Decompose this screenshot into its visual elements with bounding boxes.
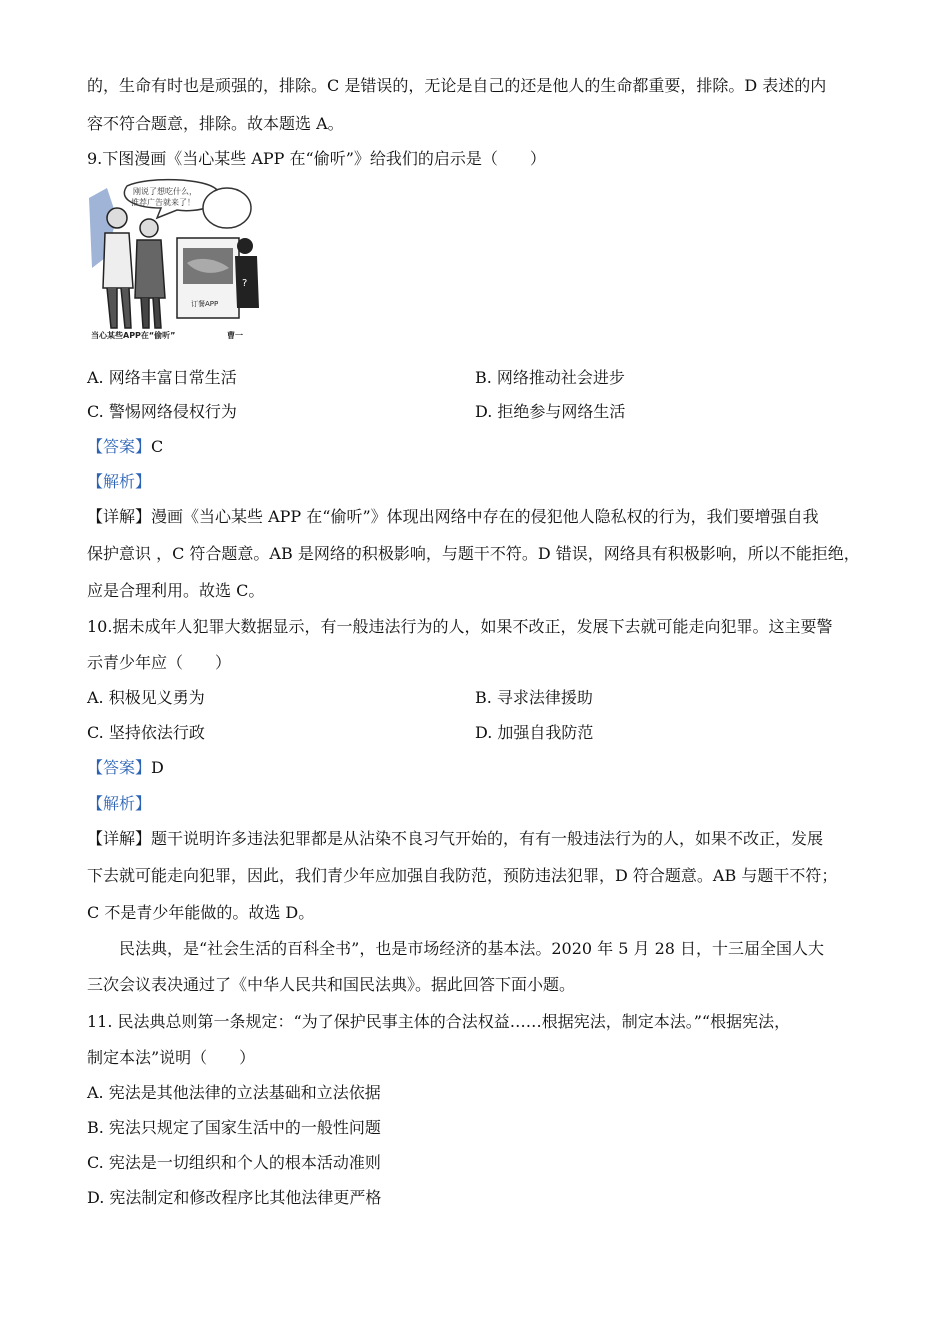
analysis-label: 【解析】 bbox=[87, 472, 152, 491]
text-line: 制定本法”说明（ ） bbox=[87, 1048, 256, 1067]
option-b: B. 网络推动社会进步 bbox=[475, 368, 625, 387]
text-line: 三次会议表决通过了《中华人民共和国民法典》。据此回答下面小题。 bbox=[87, 975, 576, 994]
text-line: 保护意识 ，C 符合题意。AB 是网络的积极影响，与题干不符。D 错误，网络具有积极影响，所以不能拒绝， bbox=[87, 544, 860, 563]
answer-value: D bbox=[151, 758, 164, 777]
analysis-label: 【解析】 bbox=[87, 794, 152, 813]
option-b: B. 寻求法律援助 bbox=[475, 688, 593, 707]
text-line: 下去就可能走向犯罪，因此，我们青少年应加强自我防范，预防违法犯罪，D 符合题意。AB 与题干不符； bbox=[87, 866, 838, 885]
comic-caption: 当心某些APP在“偷听” bbox=[91, 331, 176, 340]
svg-text:?: ? bbox=[242, 278, 248, 289]
option-b: B. 宪法只规定了国家生活中的一般性问题 bbox=[87, 1118, 381, 1137]
answer-label: 【答案】 bbox=[87, 437, 152, 456]
text-line: 的，生命有时也是顽强的，排除。C 是错误的，无论是自己的还是他人的生命都重要，排除。D 表述的内 bbox=[87, 76, 827, 95]
question-10: 10.据未成年人犯罪大数据显示，有一般违法行为的人，如果不改正，发展下去就可能走向犯罪。这主要警 bbox=[87, 617, 833, 636]
detail-label: 【详解】 bbox=[87, 507, 152, 526]
option-c: C. 警惕网络侵权行为 bbox=[87, 402, 237, 421]
option-a: A. 宪法是其他法律的立法基础和立法依据 bbox=[87, 1083, 381, 1102]
answer-value: C bbox=[151, 437, 164, 456]
question-11: 11. 民法典总则第一条规定：“为了保护民事主体的合法权益……根据宪法，制定本法。”“根据宪法， bbox=[87, 1012, 791, 1031]
detail-10 bbox=[87, 828, 823, 850]
comic-author: 曹一 bbox=[227, 331, 243, 340]
option-d: D. 宪法制定和修改程序比其他法律更严格 bbox=[87, 1188, 382, 1207]
answer-9 bbox=[87, 436, 163, 458]
option-d: D. 拒绝参与网络生活 bbox=[475, 402, 626, 421]
detail-text: 漫画《当心某些 APP 在“偷听”》体现出网络中存在的侵犯他人隐私权的行为，我们要增强自我 bbox=[151, 507, 819, 526]
answer-10 bbox=[87, 757, 164, 779]
text-line: 容不符合题意，排除。故本题选 A。 bbox=[87, 114, 344, 133]
comic-illustration bbox=[87, 178, 267, 346]
option-c: C. 坚持依法行政 bbox=[87, 723, 205, 742]
detail-9 bbox=[87, 506, 819, 528]
comic-speech-line2: 推荐广告就来了！ bbox=[131, 198, 195, 207]
option-a: A. 网络丰富日常生活 bbox=[87, 368, 237, 387]
comic-sign: 订餐APP bbox=[191, 300, 219, 308]
detail-text: 题干说明许多违法犯罪都是从沾染不良习气开始的，有有一般违法行为的人，如果不改正，发展 bbox=[151, 829, 824, 848]
option-d: D. 加强自我防范 bbox=[475, 723, 594, 742]
answer-label: 【答案】 bbox=[87, 758, 152, 777]
text-line: C 不是青少年能做的。故选 D。 bbox=[87, 903, 315, 922]
comic-speech-line1: 刚说了想吃什么， bbox=[133, 187, 197, 196]
intro-paragraph: 民法典，是“社会生活的百科全书”，也是市场经济的基本法。2020 年 5 月 28 日，十三届全国人大 bbox=[119, 939, 825, 958]
option-a: A. 积极见义勇为 bbox=[87, 688, 205, 707]
question-9: 9.下图漫画《当心某些 APP 在“偷听”》给我们的启示是（ ） bbox=[87, 149, 546, 168]
option-c: C. 宪法是一切组织和个人的根本活动准则 bbox=[87, 1153, 381, 1172]
text-line: 示青少年应（ ） bbox=[87, 653, 232, 672]
detail-label: 【详解】 bbox=[87, 829, 152, 848]
text-line: 应是合理利用。故选 C。 bbox=[87, 581, 265, 600]
